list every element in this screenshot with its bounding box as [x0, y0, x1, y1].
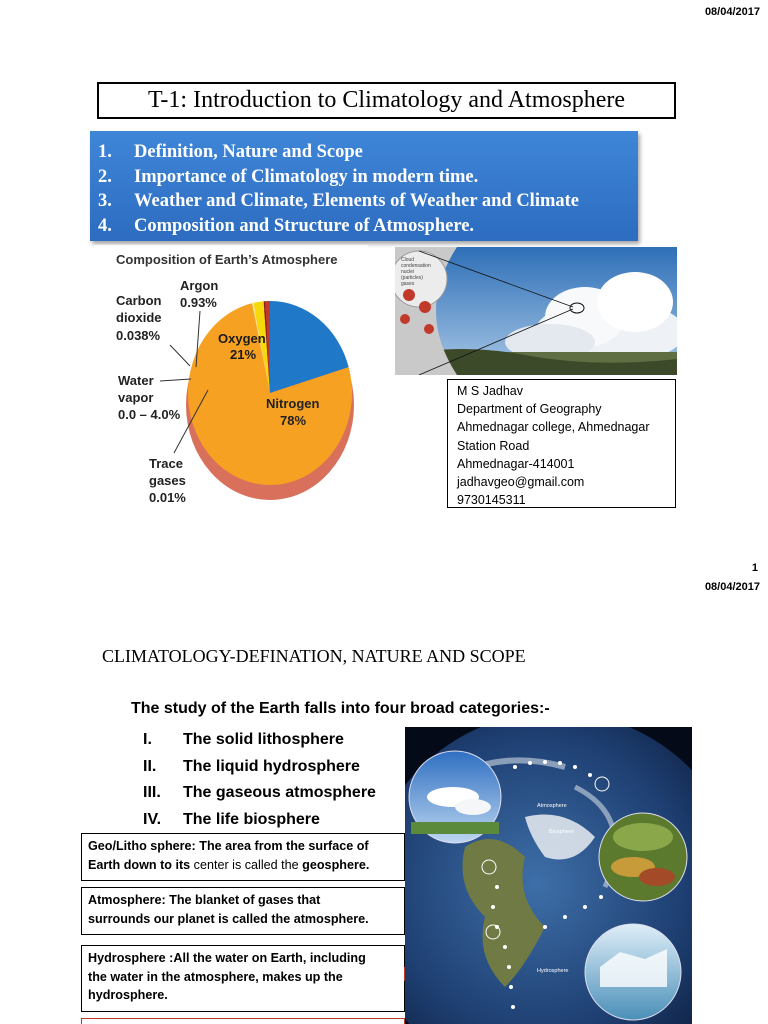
topic-text: Weather and Climate, Elements of Weather and Climate [134, 191, 579, 211]
topic-text: Importance of Climatology in modern time. [134, 166, 479, 187]
hyd-line-3: hydrosphere. [88, 988, 168, 1002]
hyd-line-1: Hydrosphere :All the water on Earth, including [88, 951, 366, 965]
label-oxygen-value: 21% [230, 347, 257, 362]
topic-text: Composition and Structure of Atmosphere. [134, 215, 475, 236]
hyd-line-2: the water in the atmosphere, makes up the [88, 969, 343, 984]
leader-water [160, 379, 191, 381]
atmosphere-definition [81, 887, 405, 935]
page2-date: 08/04/2017 [704, 581, 760, 593]
geosphere-definition [81, 833, 405, 881]
inset-label-1: Cloud [401, 257, 415, 263]
geo-line-2 [88, 856, 398, 875]
label-trace: Trace [149, 456, 183, 471]
author-city: Ahmednagar-414001 [457, 456, 575, 471]
sphere-item [143, 727, 376, 754]
label-argon-value: 0.93% [180, 295, 217, 310]
author-contact-box [447, 379, 676, 508]
label-oxygen: Oxygen [218, 331, 266, 346]
label-water: Water [118, 373, 154, 388]
geo-line-1: Geo/Litho sphere: The area from the surface of [88, 839, 369, 853]
sphere-number: IV. [143, 810, 162, 828]
inset-label-3: nuclei [401, 269, 415, 275]
topic-item [98, 165, 638, 190]
topic-number: 3. [98, 191, 112, 211]
pie-chart-svg [94, 245, 368, 509]
sphere-item [143, 807, 376, 834]
sphere-text: The solid lithosphere [183, 731, 344, 748]
geo-line-2b: center is called the [193, 857, 303, 872]
cloud-photo [395, 247, 677, 375]
atm-line-1: Atmosphere: The blanket of gases that [88, 893, 321, 907]
inset-label-5: gases [401, 281, 415, 287]
slide-title-text: T-1: Introduction to Climatology and Atmosphere [147, 87, 626, 113]
topic-item [98, 140, 638, 165]
leader-co2 [170, 345, 190, 366]
topic-number: 1. [98, 142, 112, 162]
inset-label-2: condensation [401, 263, 431, 269]
slide-title [97, 82, 676, 119]
chart-title: Composition of Earth’s Atmosphere [116, 252, 338, 267]
sphere-text: The liquid hydrosphere [183, 757, 360, 775]
label-water-line2: vapor [118, 390, 154, 405]
author-road: Station Road [457, 438, 530, 453]
author-department: Department of Geography [457, 402, 602, 417]
label-co2-line2: dioxide [116, 310, 162, 325]
sphere-item [143, 754, 376, 781]
sphere-text: The gaseous atmosphere [183, 784, 376, 801]
author-phone: 9730145311 [457, 493, 526, 508]
label-co2-value: 0.038% [116, 328, 161, 343]
pie-slices [188, 301, 352, 485]
sphere-text: The life biosphere [183, 810, 320, 828]
sphere-list [143, 727, 376, 833]
page1-date: 08/04/2017 [704, 6, 760, 18]
label-nitrogen-value: 78% [280, 413, 307, 428]
topic-text: Definition, Nature and Scope [134, 142, 363, 162]
geo-line-2a: Earth down to its [88, 857, 194, 872]
topic-number: 2. [98, 166, 112, 187]
sphere-number: I. [143, 731, 152, 748]
label-co2: Carbon [116, 293, 162, 308]
img-label-hydrosphere: Hydrosphere [537, 968, 569, 974]
topic-list [90, 131, 638, 241]
author-email: jadhavgeo@gmail.com [457, 475, 585, 490]
study-intro: The study of the Earth falls into four broad categories:- [131, 700, 550, 717]
inset-label-4: (particles) [401, 275, 423, 281]
label-argon: Argon [180, 278, 219, 293]
sphere-number: III. [143, 784, 161, 801]
author-name: M S Jadhav [457, 384, 524, 398]
topic-item [98, 214, 638, 239]
label-trace-line2: gases [149, 473, 186, 488]
topic-number: 4. [98, 215, 112, 236]
sphere-item [143, 780, 376, 807]
atm-line-2: surrounds our planet is called the atmosphere. [88, 911, 369, 926]
label-trace-value: 0.01% [149, 490, 186, 505]
next-definition-box [81, 1018, 405, 1024]
img-label-atmosphere: Atmosphere [537, 803, 567, 809]
label-nitrogen: Nitrogen [266, 396, 320, 411]
hydrosphere-definition [81, 945, 405, 1012]
sphere-number: II. [143, 757, 157, 775]
author-college: Ahmednagar college, Ahmednagar [457, 420, 650, 435]
img-label-biosphere: Biosphere [549, 829, 574, 835]
label-water-value: 0.0 – 4.0% [118, 407, 181, 422]
earth-spheres-image [405, 727, 692, 1024]
atmosphere-composition-chart [94, 245, 368, 509]
page-number: 1 [751, 562, 758, 574]
slide2-title: CLIMATOLOGY-DEFINATION, NATURE AND SCOPE [102, 646, 526, 666]
topic-item [98, 189, 638, 214]
geo-line-2c: geosphere. [302, 857, 370, 872]
